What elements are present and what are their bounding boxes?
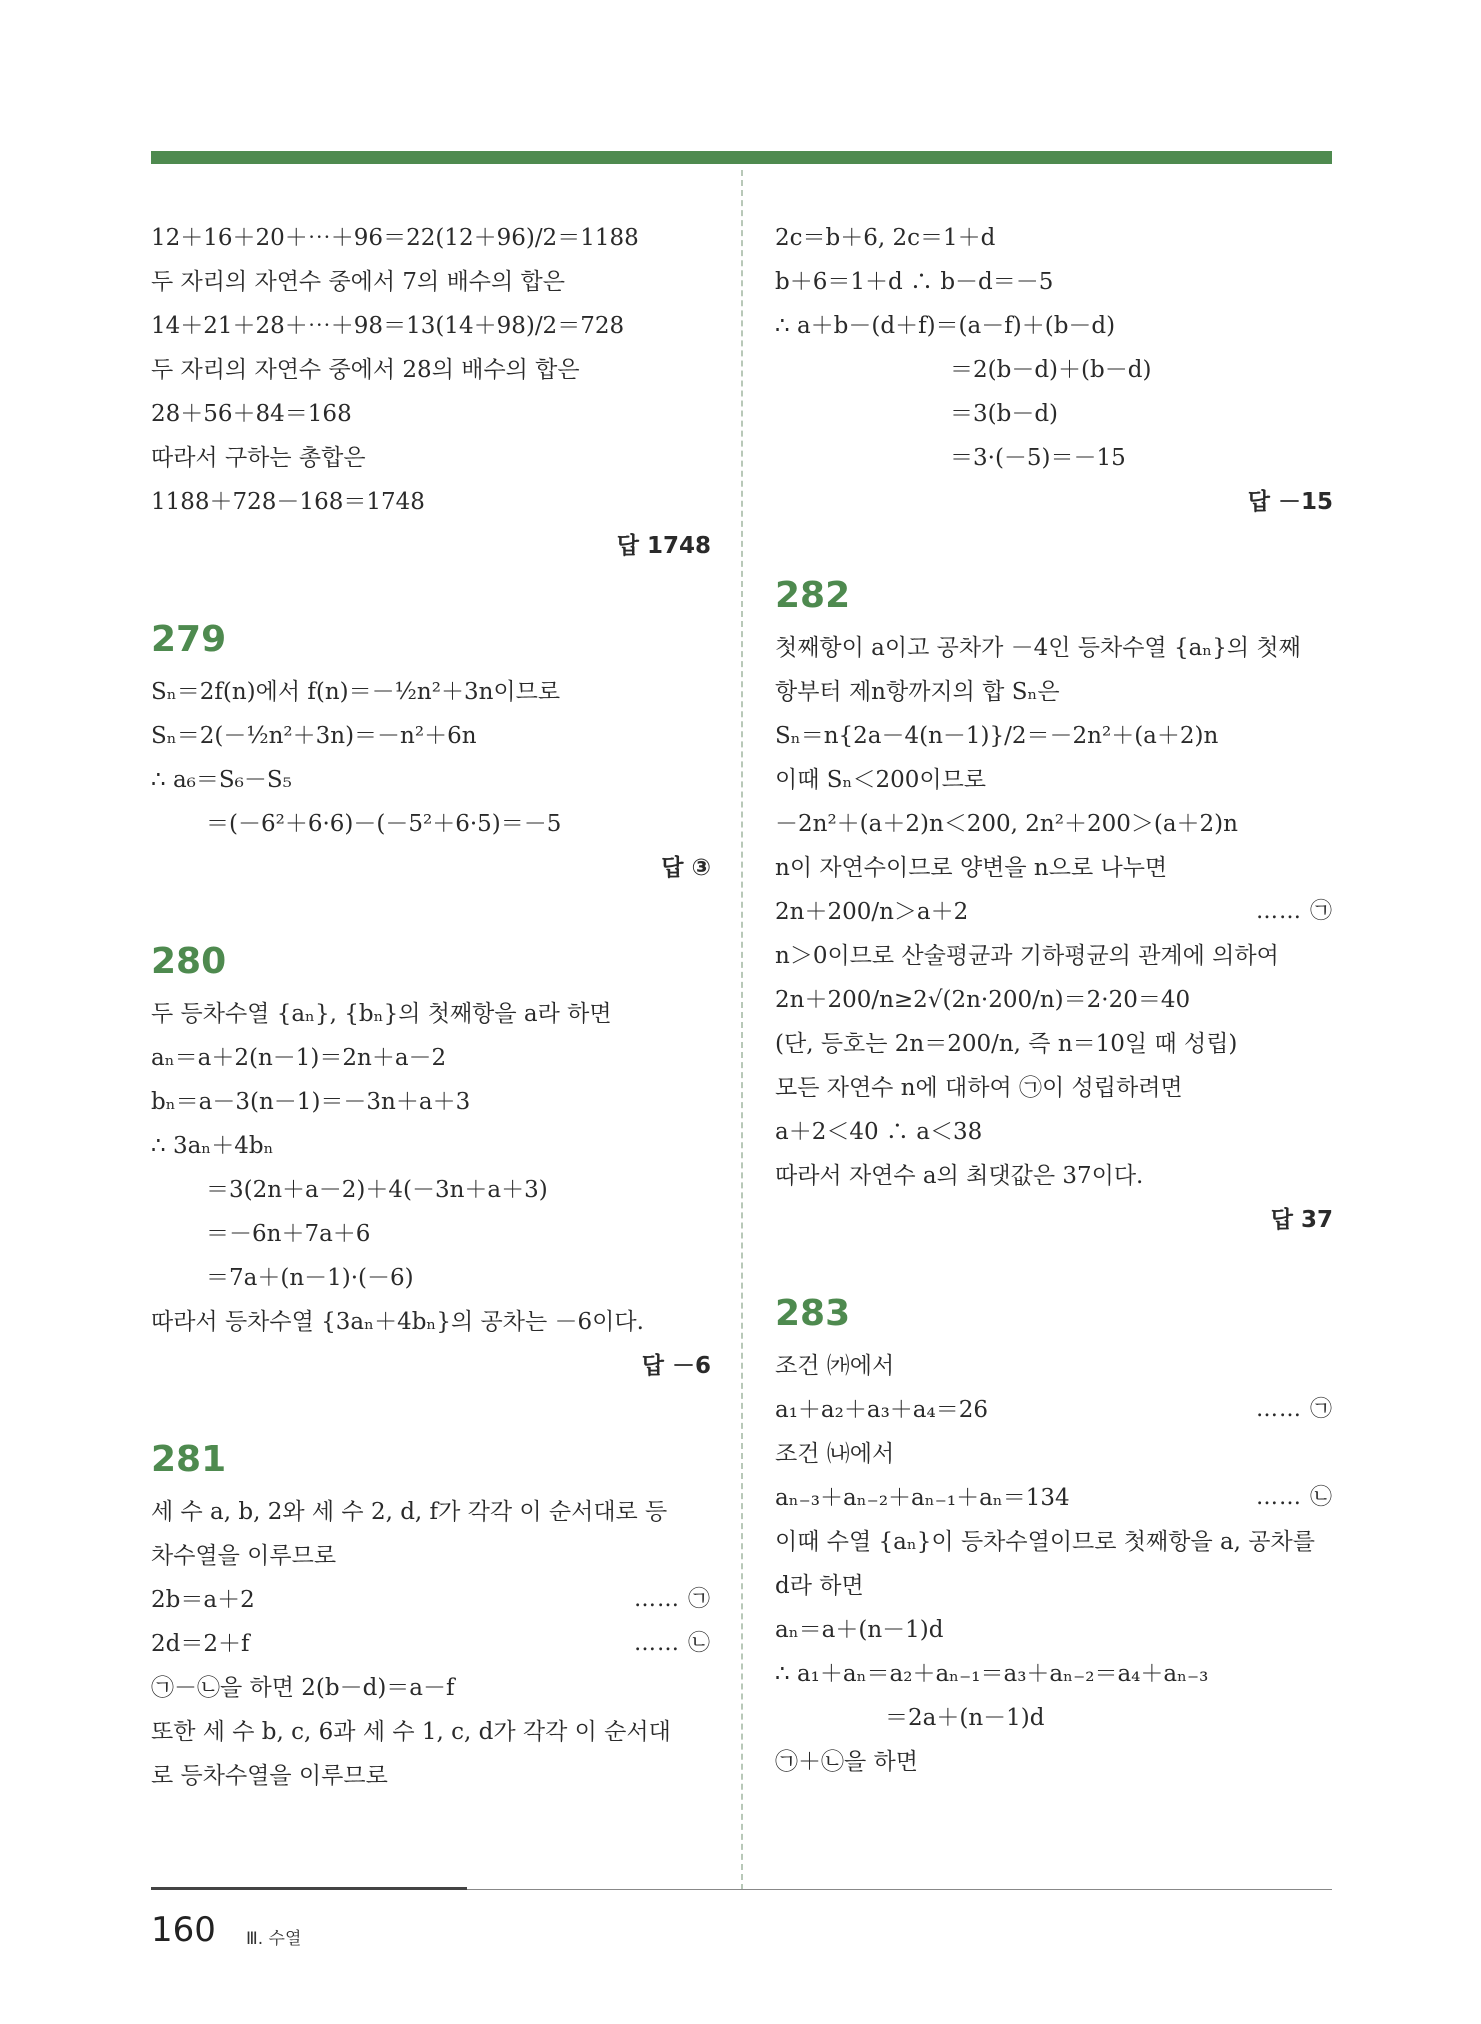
text-line: ∴ a₆＝S₆－S₅ <box>151 767 292 793</box>
text-line: 또한 세 수 b, c, 6과 세 수 1, c, d가 각각 이 순서대 <box>151 1719 671 1745</box>
text-line: 따라서 등차수열 {3aₙ＋4bₙ}의 공차는 －6이다. <box>151 1309 644 1335</box>
text-line: 12＋16＋20＋⋯＋96＝22(12＋96)/2＝1188 <box>151 225 639 251</box>
text-line: n이 자연수이므로 양변을 n으로 나누면 <box>775 855 1168 881</box>
text-line: 2b＝a＋2 …… ㉠ <box>151 1578 711 1622</box>
text-line: ㉠＋㉡을 하면 <box>775 1749 918 1775</box>
text-line: 따라서 구하는 총합은 <box>151 445 366 471</box>
text-line: n＞0이므로 산술평균과 기하평균의 관계에 의하여 <box>775 943 1279 969</box>
answer: 답 ③ <box>661 855 711 881</box>
text-line: d라 하면 <box>775 1573 864 1599</box>
text-line: Sₙ＝2f(n)에서 f(n)＝－½n²＋3n이므로 <box>151 679 561 705</box>
problem-number: 280 <box>151 941 227 982</box>
text-line: 28＋56＋84＝168 <box>151 401 352 427</box>
answer: 답 1748 <box>616 533 711 559</box>
text-line: (단, 등호는 2n＝200/n, 즉 n＝10일 때 성립) <box>775 1031 1238 1057</box>
text-line: ＝3(2n＋a－2)＋4(－3n＋a＋3) <box>206 1177 548 1203</box>
text-line: 14＋21＋28＋⋯＋98＝13(14＋98)/2＝728 <box>151 313 625 339</box>
text-line: 1188＋728－168＝1748 <box>151 489 425 515</box>
problem-number: 281 <box>151 1439 227 1480</box>
column-divider <box>741 170 743 1890</box>
text-line: ＝3(b－d) <box>950 401 1059 427</box>
answer: 답 －15 <box>1247 489 1333 515</box>
text-line: ＝2(b－d)＋(b－d) <box>950 357 1152 383</box>
text-line: 두 등차수열 {aₙ}, {bₙ}의 첫째항을 a라 하면 <box>151 1001 612 1027</box>
text-line: aₙ＝a＋2(n－1)＝2n＋a－2 <box>151 1045 447 1071</box>
problem-number: 283 <box>775 1293 851 1334</box>
text-line: b＋6＝1＋d ∴ b－d＝－5 <box>775 269 1054 295</box>
text-line: 항부터 제n항까지의 합 Sₙ은 <box>775 679 1060 705</box>
text-line: －2n²＋(a＋2)n＜200, 2n²＋200＞(a＋2)n <box>775 811 1238 837</box>
equation-tag: …… ㉡ <box>634 1631 711 1656</box>
text-line: 따라서 자연수 a의 최댓값은 37이다. <box>775 1163 1144 1189</box>
text-line: 첫째항이 a이고 공차가 －4인 등차수열 {aₙ}의 첫째 <box>775 635 1301 661</box>
text-line: ＝2a＋(n－1)d <box>885 1705 1045 1731</box>
text-line: ＝7a＋(n－1)·(－6) <box>206 1265 414 1291</box>
text-line: ＝－6n＋7a＋6 <box>206 1221 371 1247</box>
text-line: 2n＋200/n≥2√(2n·200/n)＝2·20＝40 <box>775 987 1191 1013</box>
equation-tag: …… ㉠ <box>1256 899 1333 924</box>
text-line: 두 자리의 자연수 중에서 28의 배수의 합은 <box>151 357 580 383</box>
text-line: ∴ 3aₙ＋4bₙ <box>151 1133 274 1159</box>
answer: 답 37 <box>1270 1207 1333 1233</box>
text-line: 조건 ㈏에서 <box>775 1441 895 1467</box>
text-line: ＝3·(－5)＝－15 <box>950 445 1126 471</box>
text-line: 2d＝2＋f …… ㉡ <box>151 1622 711 1666</box>
text-line: 차수열을 이루므로 <box>151 1543 337 1569</box>
text-line: 모든 자연수 n에 대하여 ㉠이 성립하려면 <box>775 1075 1183 1101</box>
footer-rule-accent <box>151 1887 467 1890</box>
text-line: 이때 Sₙ＜200이므로 <box>775 767 987 793</box>
problem-number: 279 <box>151 619 227 660</box>
text-line: 2n＋200/n＞a＋2 …… ㉠ <box>775 890 1333 934</box>
text-line: 이때 수열 {aₙ}이 등차수열이므로 첫째항을 a, 공차를 <box>775 1529 1315 1555</box>
text-line: 조건 ㈎에서 <box>775 1353 895 1379</box>
text-line: 2c＝b＋6, 2c＝1＋d <box>775 225 996 251</box>
answer: 답 －6 <box>641 1353 711 1379</box>
text-line: 두 자리의 자연수 중에서 7의 배수의 합은 <box>151 269 565 295</box>
text-line: Sₙ＝n{2a－4(n－1)}/2＝－2n²＋(a＋2)n <box>775 723 1219 749</box>
header-accent-bar <box>151 151 1332 164</box>
text-line: a₁＋a₂＋a₃＋a₄＝26 …… ㉠ <box>775 1388 1333 1432</box>
chapter-title: Ⅲ. 수열 <box>246 1929 302 1949</box>
equation-tag: …… ㉠ <box>1256 1397 1333 1422</box>
text-line: ＝(－6²＋6·6)－(－5²＋6·5)＝－5 <box>206 811 562 837</box>
text-line: Sₙ＝2(－½n²＋3n)＝－n²＋6n <box>151 723 477 749</box>
text-line: ㉠－㉡을 하면 2(b－d)＝a－f <box>151 1675 455 1701</box>
page-number: 160 <box>151 1910 216 1950</box>
text-line: aₙ＝a＋(n－1)d <box>775 1617 944 1643</box>
text-line: bₙ＝a－3(n－1)＝－3n＋a＋3 <box>151 1089 471 1115</box>
text-line: a＋2＜40 ∴ a＜38 <box>775 1119 983 1145</box>
problem-number: 282 <box>775 575 851 616</box>
text-line: ∴ a＋b－(d＋f)＝(a－f)＋(b－d) <box>775 313 1116 339</box>
text-line: aₙ₋₃＋aₙ₋₂＋aₙ₋₁＋aₙ＝134 …… ㉡ <box>775 1476 1333 1520</box>
text-line: 세 수 a, b, 2와 세 수 2, d, f가 각각 이 순서대로 등 <box>151 1499 668 1525</box>
right-column <box>775 216 1333 1784</box>
text-line: ∴ a₁＋aₙ＝a₂＋aₙ₋₁＝a₃＋aₙ₋₂＝a₄＋aₙ₋₃ <box>775 1661 1209 1687</box>
equation-tag: …… ㉠ <box>634 1587 711 1612</box>
text-line: 로 등차수열을 이루므로 <box>151 1763 388 1789</box>
equation-tag: …… ㉡ <box>1256 1485 1333 1510</box>
left-column <box>151 216 711 1798</box>
